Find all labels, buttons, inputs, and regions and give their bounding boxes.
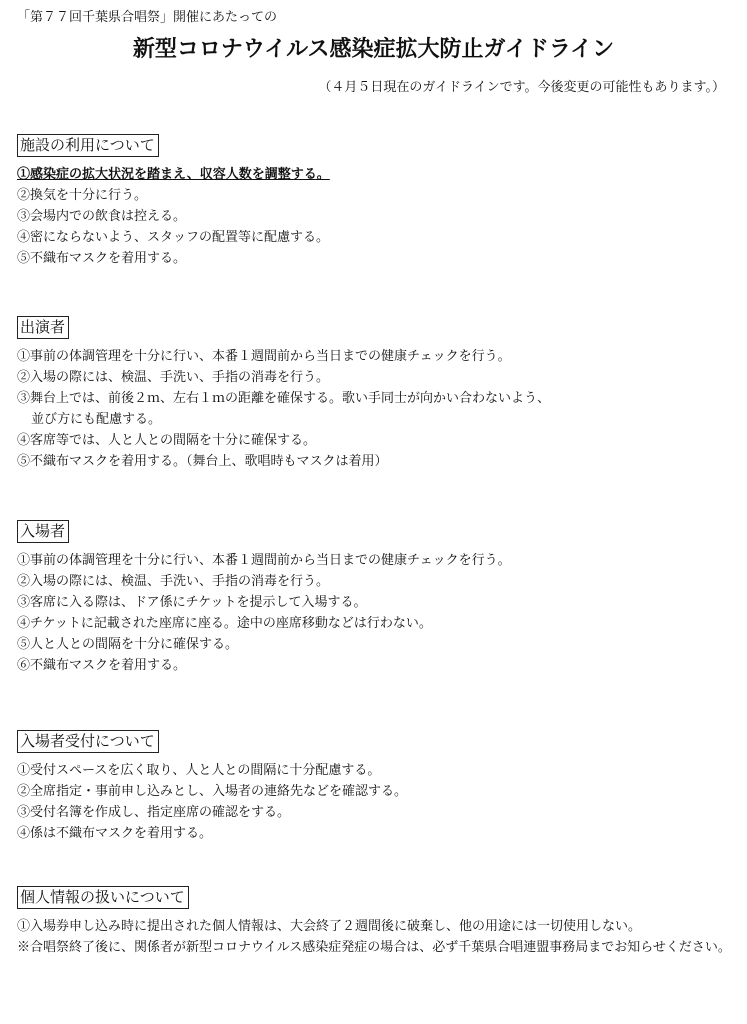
list-item: ③舞台上では、前後２ｍ、左右１ｍの距離を確保する。歌い手同士が向かい合わないよう、 xyxy=(17,391,551,406)
list-item: ④密にならないよう、スタッフの配置等に配慮する。 xyxy=(17,230,330,245)
list-item: ②全席指定・事前申し込みとし、入場者の連絡先などを確認する。 xyxy=(17,784,408,799)
pre-title: 「第７７回千葉県合唱祭」開催にあたっての xyxy=(17,10,278,25)
list-item: ③会場内での飲食は控える。 xyxy=(17,209,187,224)
list-item: ⑤人と人との間隔を十分に確保する。 xyxy=(17,637,239,652)
list-item: ①受付スペースを広く取り、人と人との間隔に十分配慮する。 xyxy=(17,763,381,778)
list-item: ①事前の体調管理を十分に行い、本番１週間前から当日までの健康チェックを行う。 xyxy=(17,349,511,364)
list-item: ⑥不織布マスクを着用する。 xyxy=(17,658,187,673)
list-item: ④客席等では、人と人との間隔を十分に確保する。 xyxy=(17,433,317,448)
section-facility-use xyxy=(17,134,732,269)
section-heading: 施設の利用について xyxy=(17,134,159,157)
list-item: ④チケットに記載された座席に座る。途中の座席移動などは行わない。 xyxy=(17,616,432,631)
section-heading: 入場者受付について xyxy=(17,730,159,753)
list-item: ④係は不織布マスクを着用する。 xyxy=(17,826,213,841)
list-item: ②入場の際には、検温、手洗い、手指の消毒を行う。 xyxy=(17,370,330,385)
list-item: ②換気を十分に行う。 xyxy=(17,188,148,203)
list-item: ①感染症の拡大状況を踏まえ、収容人数を調整する。 xyxy=(17,167,330,182)
list-item: ③受付名簿を作成し、指定座席の確認をする。 xyxy=(17,805,291,820)
section-heading: 出演者 xyxy=(17,316,69,339)
section-heading: 入場者 xyxy=(17,520,69,543)
list-item-continuation: 並び方にも配慮する。 xyxy=(31,412,162,427)
note-item: ※合唱祭終了後に、関係者が新型コロナウイルス感染症発症の場合は、必ず千葉県合唱連盟事務局までお知らせください。 xyxy=(17,940,731,955)
section-heading: 個人情報の扱いについて xyxy=(17,886,189,909)
list-item: ①事前の体調管理を十分に行い、本番１週間前から当日までの健康チェックを行う。 xyxy=(17,553,511,568)
section-performers xyxy=(17,316,732,472)
date-note: （４月５日現在のガイドラインです。今後変更の可能性もあります。） xyxy=(318,80,725,95)
section-attendees xyxy=(17,520,732,676)
page-title: 新型コロナウイルス感染症拡大防止ガイドライン xyxy=(132,37,615,62)
list-item: ⑤不織布マスクを着用する。（舞台上、歌唱時もマスクは着用） xyxy=(17,454,388,469)
section-reception xyxy=(17,730,732,844)
list-item: ③客席に入る際は、ドア係にチケットを提示して入場する。 xyxy=(17,595,367,610)
list-item: ②入場の際には、検温、手洗い、手指の消毒を行う。 xyxy=(17,574,330,589)
list-item: ①入場券申し込み時に提出された個人情報は、大会終了２週間後に破棄し、他の用途には一切使用しない。 xyxy=(17,919,642,934)
section-personal-info xyxy=(17,886,732,958)
list-item: ⑤不織布マスクを着用する。 xyxy=(17,251,187,266)
